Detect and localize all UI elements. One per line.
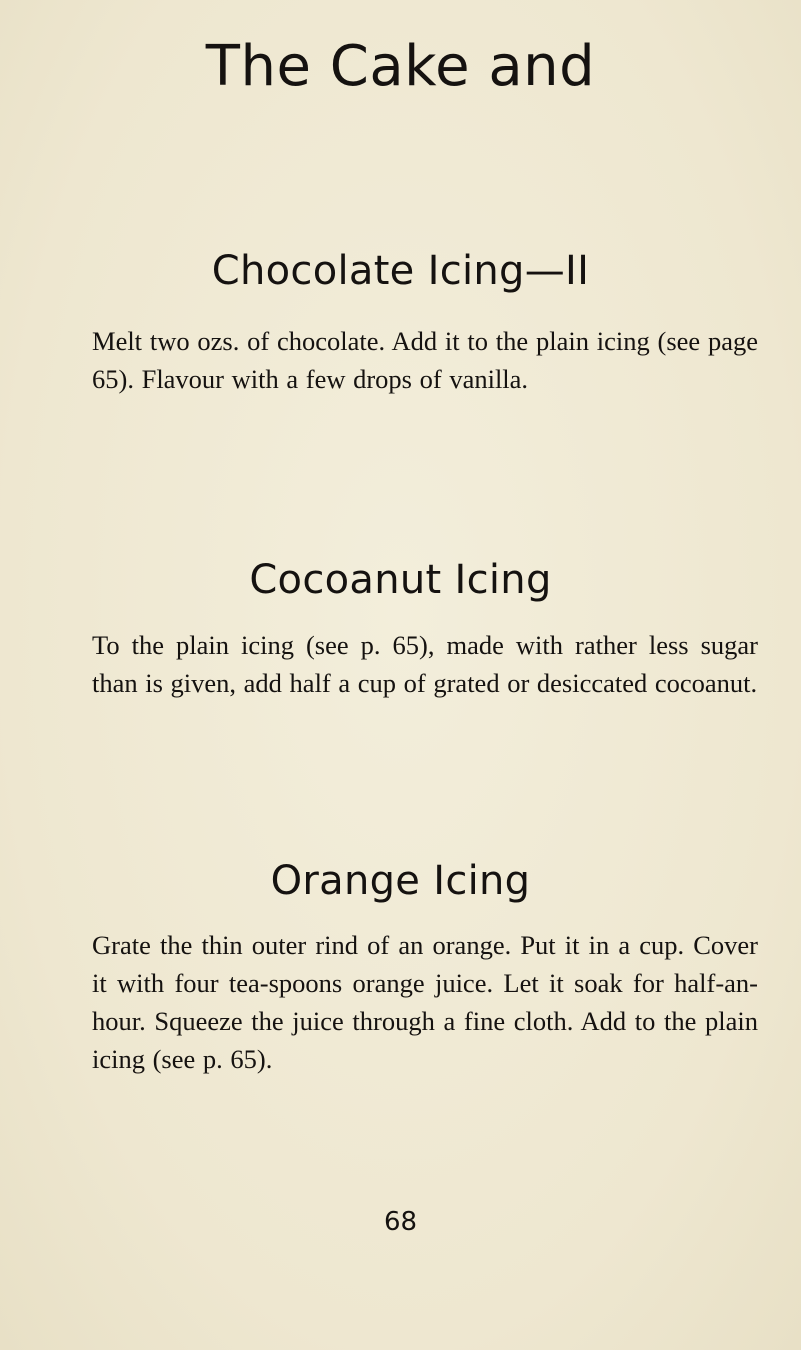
section-title-chocolate-icing: Chocolate Icing—II [211, 248, 590, 294]
section-text-cocoanut-icing: To the plain icing (see p. 65), made with rather less sugar than is given, add half a cup of grated or desiccated cocoanut. [92, 630, 758, 698]
page-number: 68 [383, 1207, 418, 1237]
section-text-orange-icing: Grate the thin outer rind of an orange. Put it in a cup. Cover it with four tea-spoons orange juice. Let it soak for half-an-hour. Squeeze the juice through a fine cloth. Add to the plain icing (see p. 65). [92, 930, 758, 1074]
section-text-chocolate-icing: Melt two ozs. of chocolate. Add it to the plain icing (see page 65). Flavour with a few drops of vanilla. [92, 326, 758, 394]
running-head: The Cake and [205, 34, 596, 99]
section-title-orange-icing: Orange Icing [270, 858, 531, 904]
section-title-cocoanut-icing: Cocoanut Icing [249, 557, 552, 603]
